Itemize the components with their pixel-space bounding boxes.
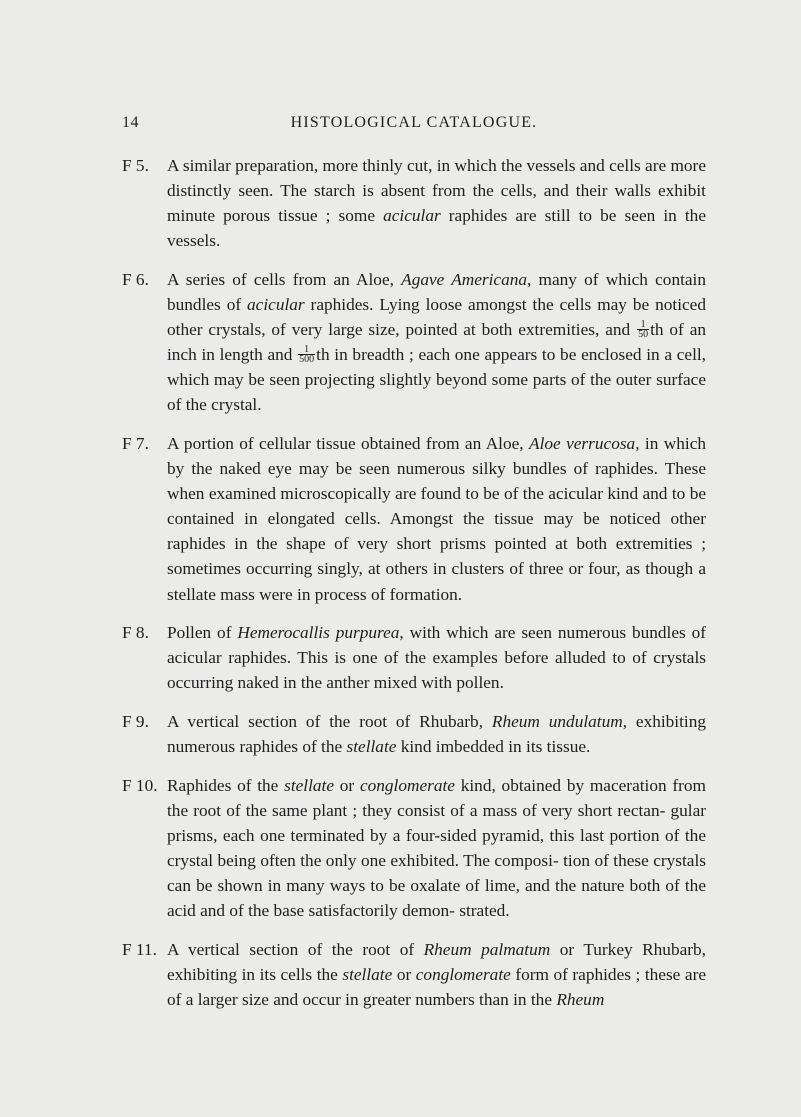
text-run: A vertical section of the root of <box>167 939 424 959</box>
italic-term: acicular <box>247 294 305 314</box>
text-run: Raphides of the <box>167 775 285 795</box>
text-run: or <box>392 964 416 984</box>
text-run: or <box>334 775 360 795</box>
italic-term: acicular <box>383 206 441 226</box>
text-run: A series of cells from an Aloe, <box>167 269 402 289</box>
entry-text <box>167 156 706 250</box>
italic-term: Hemerocallis purpurea <box>237 623 400 643</box>
catalogue-entry <box>122 431 706 607</box>
catalogue-entry <box>122 709 706 759</box>
text-run: form of raphides ; these are of a larger size and occur in greater numbers than in the <box>167 964 706 1009</box>
text-run: Pollen of <box>167 623 238 643</box>
text-run: th in breadth ; each one appears to be enclosed in a cell, which may be seen projecting slightly beyond some parts of the outer surface of the crystal. <box>167 345 706 415</box>
italic-term: stellate <box>346 736 397 756</box>
text-run: kind imbedded in its tissue. <box>396 736 591 756</box>
catalogue-entry <box>122 153 706 253</box>
italic-term: Rheum <box>556 989 605 1009</box>
italic-term: Agave Americana <box>401 269 528 289</box>
text-run: kind, obtained by maceration from the root of the same plant ; they consist of a mass of very short rectan- gular prisms, each one terminated by a four-sided pyramid, this last portion of the crystal being often the only one exhibited. The composi- tion of these crystals can be shown in many ways to be oxalate of lime, and the nature both of the acid and of the base satisfactorily demon- strated. <box>167 775 706 921</box>
text-run: raphides. Lying loose amongst the cells may be noticed other crystals, of very large size, pointed at both extremities, and <box>167 294 706 340</box>
italic-term: stellate <box>342 964 393 984</box>
text-run: th of an inch in length and <box>167 320 707 365</box>
text-run: A similar preparation, more thinly cut, in which the vessels and cells are more distinctly seen. The starch is absent from the cells, and their walls exhibit minute porous tissue ; some <box>167 156 706 226</box>
text-run: , with which are seen numerous bundles of acicular raphides. This is one of the examples before alluded to of crystals occurring naked in the anther mixed with pollen. <box>167 623 707 693</box>
page-number: 14 <box>122 114 139 131</box>
entry-id: F 8. <box>122 623 149 643</box>
entry-text <box>167 940 706 1009</box>
text-run: A vertical section of the root of Rhubarb, <box>167 711 492 731</box>
fraction <box>298 345 315 364</box>
entry-text <box>167 712 706 756</box>
fraction <box>637 320 649 339</box>
catalogue-entry <box>122 267 706 418</box>
catalogue-entry <box>122 773 706 924</box>
running-title: HISTOLOGICAL CATALOGUE. <box>290 114 538 131</box>
entry-id: F 9. <box>122 711 149 731</box>
italic-term: Rheum undulatum <box>491 711 623 731</box>
italic-term: stellate <box>284 775 335 795</box>
entry-text <box>167 623 706 692</box>
entry-text <box>167 270 706 414</box>
italic-term: Rheum palmatum <box>423 939 551 959</box>
italic-term: Aloe verrucosa <box>529 433 636 453</box>
text-run: or Turkey Rhubarb, exhibiting in its cells the <box>167 939 706 984</box>
text-run: , in which by the naked eye may be seen numerous silky bundles of raphides. These when examined microscopically are found to be of the acicular kind and to be contained in elongated cells. Amongst the tissue may be noticed other raphides in the shape of very short prisms pointed at both extremities ; sometimes occurring singly, at others in clusters of three or four, as though a stellate mass were in process of formation. <box>167 433 707 604</box>
fraction-numerator: 1 <box>637 320 649 330</box>
text-run: , many of which contain bundles of <box>167 269 706 314</box>
text-run: A portion of cellular tissue obtained from an Aloe, <box>167 433 530 453</box>
fraction-denominator: 500 <box>299 353 315 365</box>
entry-id: F 11. <box>122 939 157 959</box>
entry-id: F 6. <box>122 269 149 289</box>
fraction-numerator: 1 <box>298 345 315 355</box>
entry-text <box>167 434 706 604</box>
text-run: , exhibiting numerous raphides of the <box>167 711 706 756</box>
catalogue-entries <box>122 153 706 1025</box>
page-header <box>122 114 706 138</box>
italic-term: conglomerate <box>359 775 455 795</box>
catalogue-entry <box>122 937 706 1012</box>
fraction-denominator: 50 <box>638 328 649 340</box>
catalogue-entry <box>122 620 706 695</box>
italic-term: conglomerate <box>415 964 511 984</box>
entry-text <box>167 776 706 920</box>
entry-id: F 5. <box>122 156 149 175</box>
entry-id: F 7. <box>122 433 149 453</box>
entry-id: F 10. <box>122 775 158 795</box>
text-run: raphides are still to be seen in the vessels. <box>167 206 706 251</box>
